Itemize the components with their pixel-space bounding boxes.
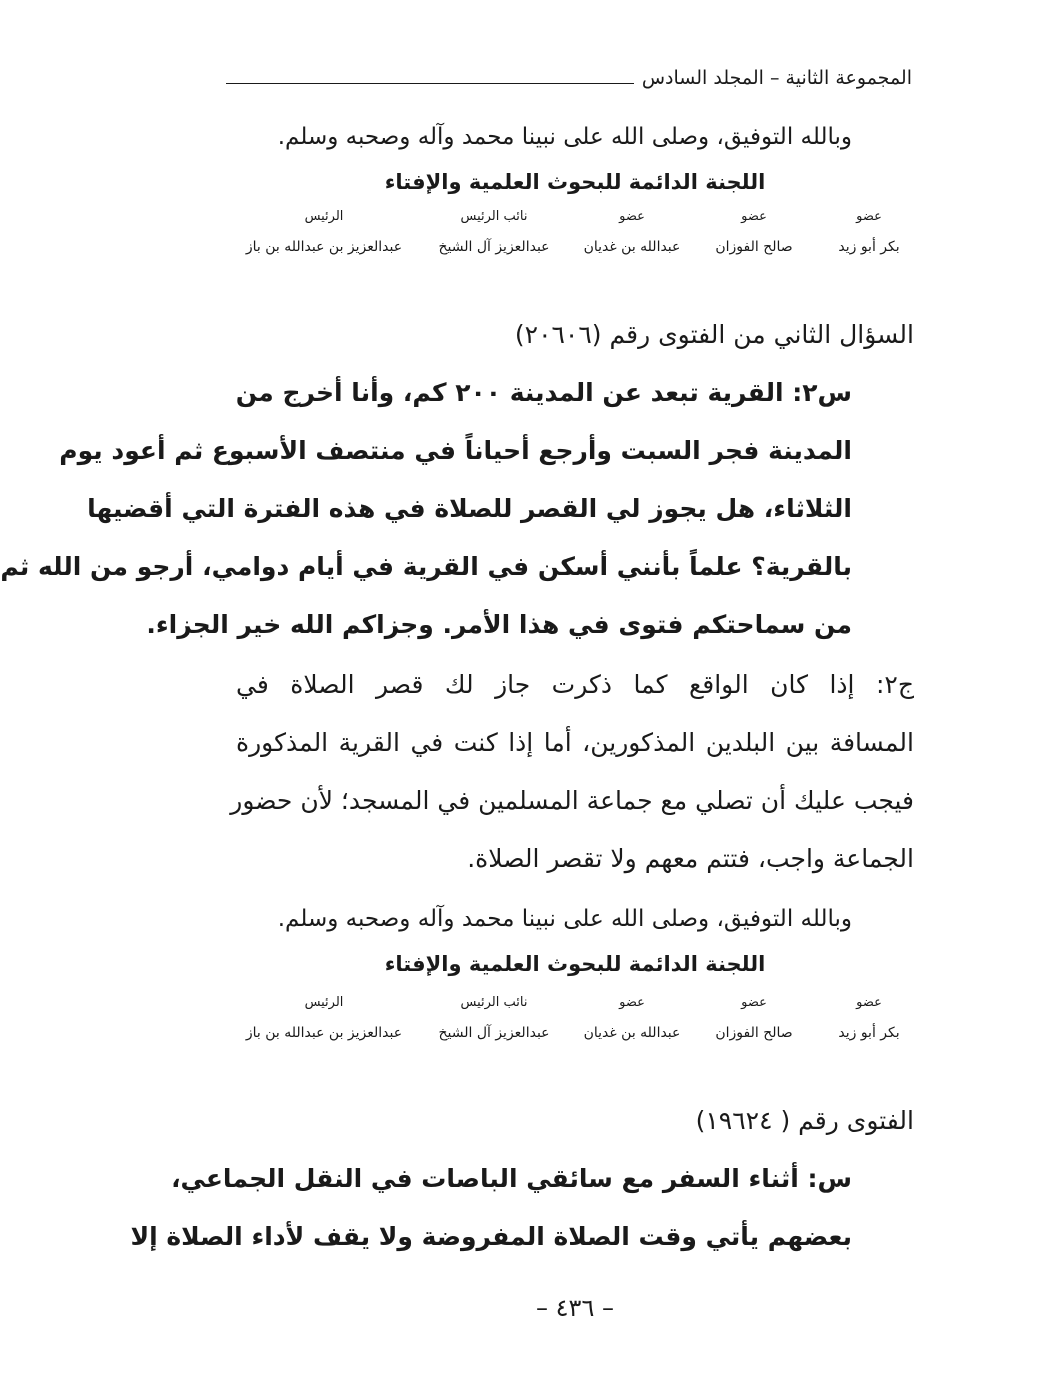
closing-line: وبالله التوفيق، وصلى الله على نبينا محمد وآله وصحبه وسلم.: [277, 906, 852, 932]
signatory: [234, 208, 414, 258]
question-line: من سماحتكم فتوى في هذا الأمر. وجزاكم الله خير الجزاء.: [146, 610, 852, 639]
signatory: [572, 208, 692, 258]
signatory-role: نائب الرئيس: [460, 995, 528, 1010]
signatory-name: بكر أبو زيد: [838, 239, 900, 255]
signatories-row: [236, 208, 914, 264]
closing-line: وبالله التوفيق، وصلى الله على نبينا محمد وآله وصحبه وسلم.: [277, 124, 852, 150]
signatory: [824, 208, 914, 258]
signatory-name: عبدالعزيز آل الشيخ: [438, 1025, 550, 1041]
signatory-name: عبدالله بن غديان: [583, 1025, 681, 1041]
fatwa-heading: الفتوى رقم ( ١٩٦٢٤): [695, 1106, 914, 1135]
signatories-row: [236, 994, 914, 1050]
answer-line: المسافة بين البلدين المذكورين، أما إذا كنت في القرية المذكورة: [236, 728, 914, 757]
header-rule: [226, 83, 634, 84]
signatory-name: عبدالعزيز بن عبدالله بن باز: [245, 239, 403, 255]
signatory-name: بكر أبو زيد: [838, 1025, 900, 1041]
signatory-role: عضو: [856, 995, 882, 1010]
signatory: [704, 994, 804, 1044]
fatwa-heading: السؤال الثاني من الفتوى رقم (٢٠٦٠٦): [514, 320, 914, 349]
signatory-name: صالح الفوزان: [715, 1025, 793, 1041]
header-title: المجموعة الثانية – المجلد السادس: [641, 67, 912, 89]
signatory-role: نائب الرئيس: [460, 209, 528, 224]
answer-line: ج٢: إذا كان الواقع كما ذكرت جاز لك قصر الصلاة في: [236, 670, 914, 699]
signatory-role: عضو: [619, 209, 645, 224]
signatory: [824, 994, 914, 1044]
signatory: [234, 994, 414, 1044]
answer-line: الجماعة واجب، فتتم معهم ولا تقصر الصلاة.: [467, 844, 914, 873]
signatory-name: عبدالعزيز آل الشيخ: [438, 239, 550, 255]
signatory: [424, 994, 564, 1044]
signatory-role: الرئيس: [304, 995, 344, 1010]
signatory: [704, 208, 804, 258]
running-header: [226, 66, 912, 90]
committee-name: اللجنة الدائمة للبحوث العلمية والإفتاء: [384, 952, 766, 976]
question-line: الثلاثاء، هل يجوز لي القصر للصلاة في هذه الفترة التي أقضيها: [87, 494, 852, 523]
question-line: بعضهم يأتي وقت الصلاة المفروضة ولا يقف لأداء الصلاة إلا: [130, 1222, 852, 1251]
signatory-role: الرئيس: [304, 209, 344, 224]
question-line: بالقرية؟ علماً بأنني أسكن في القرية في أيام دوامي، أرجو من الله ثم: [0, 552, 852, 581]
signatory: [572, 994, 692, 1044]
question-line: المدينة فجر السبت وأرجع أحياناً في منتصف الأسبوع ثم أعود يوم: [59, 436, 852, 465]
signatory: [424, 208, 564, 258]
question-line: س: أثناء السفر مع سائقي الباصات في النقل الجماعي،: [171, 1164, 852, 1193]
signatory-name: عبدالعزيز بن عبدالله بن باز: [245, 1025, 403, 1041]
signatory-role: عضو: [741, 995, 767, 1010]
signatory-role: عضو: [741, 209, 767, 224]
signatory-name: عبدالله بن غديان: [583, 239, 681, 255]
answer-line: فيجب عليك أن تصلي مع جماعة المسلمين في المسجد؛ لأن حضور: [230, 786, 914, 815]
signatory-role: عضو: [619, 995, 645, 1010]
signatory-name: صالح الفوزان: [715, 239, 793, 255]
page-number: – ٤٣٦ –: [536, 1294, 614, 1322]
question-line: س٢: القرية تبعد عن المدينة ٢٠٠ كم، وأنا أخرج من: [235, 378, 852, 407]
committee-name: اللجنة الدائمة للبحوث العلمية والإفتاء: [384, 170, 766, 194]
signatory-role: عضو: [856, 209, 882, 224]
